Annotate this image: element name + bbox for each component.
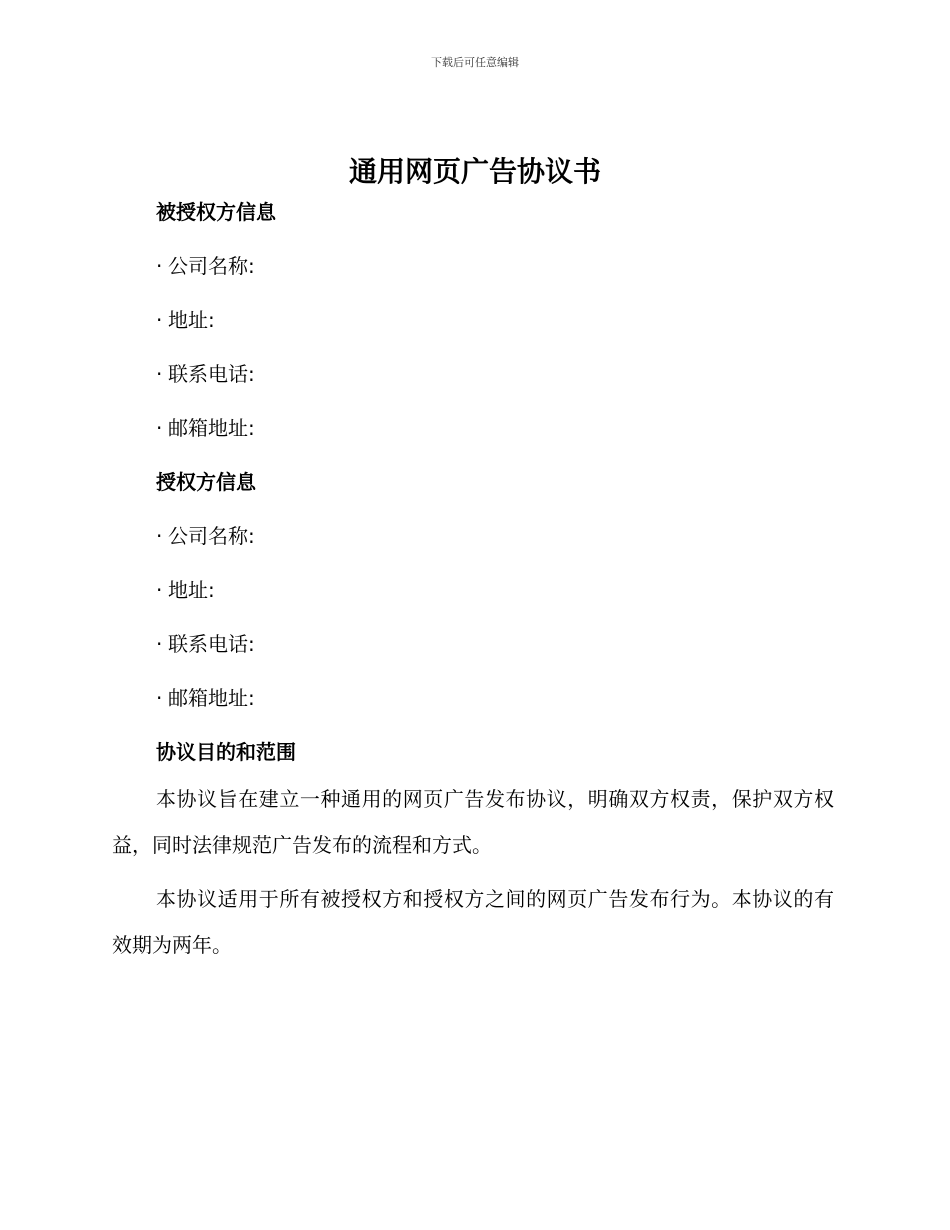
header-note: 下载后可任意编辑: [431, 56, 519, 69]
section-heading-purpose-scope: 协议目的和范围: [156, 740, 296, 764]
field-licensee-company: [112, 250, 834, 282]
field-licensee-phone: [112, 358, 834, 390]
bullet-icon: ·: [156, 362, 163, 386]
bullet-icon: ·: [156, 308, 163, 332]
field-licensor-address: [112, 574, 834, 606]
bullet-icon: ·: [156, 416, 163, 440]
field-licensor-phone: [112, 628, 834, 660]
field-label: 邮箱地址:: [168, 416, 255, 440]
document-title: 通用网页广告协议书: [348, 155, 601, 188]
field-label: 地址:: [168, 308, 215, 332]
bullet-icon: ·: [156, 632, 163, 656]
bullet-icon: ·: [156, 686, 163, 710]
paragraph-purpose: 本协议旨在建立一种通用的网页广告发布协议，明确双方权责，保护双方权益，同时法律规范广告发布的流程和方式。: [112, 787, 834, 857]
section-heading-licensor: 授权方信息: [156, 470, 256, 494]
field-label: 公司名称:: [168, 524, 255, 548]
field-label: 公司名称:: [168, 254, 255, 278]
field-licensee-address: [112, 304, 834, 336]
field-licensee-email: [112, 412, 834, 444]
bullet-icon: ·: [156, 254, 163, 278]
bullet-icon: ·: [156, 578, 163, 602]
field-licensor-email: [112, 682, 834, 714]
field-label: 联系电话:: [168, 362, 255, 386]
field-licensor-company: [112, 520, 834, 552]
paragraph-scope: 本协议适用于所有被授权方和授权方之间的网页广告发布行为。本协议的有效期为两年。: [112, 887, 834, 957]
field-label: 地址:: [168, 578, 215, 602]
section-heading-licensee: 被授权方信息: [156, 200, 276, 224]
bullet-icon: ·: [156, 524, 163, 548]
field-label: 邮箱地址:: [168, 686, 255, 710]
field-label: 联系电话:: [168, 632, 255, 656]
document-body: [112, 196, 834, 968]
